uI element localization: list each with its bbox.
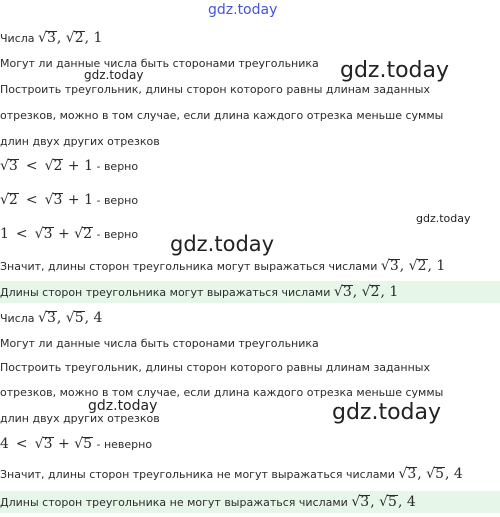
part2-rule-1: Построить треугольник, длины сторон которого равны длинам заданных	[0, 361, 430, 374]
part1-heading-text: Числа	[0, 32, 35, 45]
part1-rule-3: длин двух других отрезков	[0, 135, 160, 148]
part1-heading	[0, 30, 102, 47]
verdict: - верно	[96, 160, 139, 173]
watermark: gdz.today	[416, 212, 471, 225]
part2-answer: Длины сторон треугольника не могут выражаться числами √3, √5, 4	[0, 491, 500, 513]
part1-rule-2: отрезков, можно в том случае, если длина каждого отрезка меньше суммы	[0, 109, 444, 122]
watermark: gdz.today	[170, 232, 275, 256]
watermark: gdz.today	[84, 68, 144, 82]
part1-numbers: √3, √2, 1	[38, 30, 103, 46]
part2-rule-3: длин двух других отрезков	[0, 412, 160, 425]
verdict: - неверно	[96, 438, 153, 451]
part2-heading	[0, 310, 102, 327]
part2-question: Могут ли данные числа быть сторонами треугольника	[0, 337, 319, 350]
watermark: gdz.today	[340, 58, 450, 83]
part2-heading-text: Числа	[0, 312, 35, 325]
part1-rule-1: Построить треугольник, длины сторон которого равны длинам заданных	[0, 83, 430, 96]
part1-question: Могут ли данные числа быть сторонами треугольника	[0, 57, 319, 70]
part2-inequality: 4 < √3 + √5 - неверно	[0, 436, 153, 452]
verdict: - верно	[96, 194, 139, 207]
part1-inequality-3: 1 < √3 + √2 - верно	[0, 226, 139, 242]
part1-conclusion: Значит, длины сторон треугольника могут выражаться числами √3, √2, 1	[0, 258, 446, 274]
part1-inequality-2: √2 < √3 + 1 - верно	[0, 192, 139, 208]
watermark: gdz.today	[88, 398, 158, 414]
part1-answer: Длины сторон треугольника могут выражаться числами √3, √2, 1	[0, 281, 500, 303]
watermark: gdz.today	[332, 400, 442, 425]
part2-conclusion: Значит, длины сторон треугольника не могут выражаться числами √3, √5, 4	[0, 466, 463, 482]
part1-inequality-1: √3 < √2 + 1 - верно	[0, 158, 139, 174]
part2-rule-2: отрезков, можно в том случае, если длина каждого отрезка меньше суммы	[0, 386, 444, 399]
watermark: gdz.today	[208, 2, 278, 18]
part2-numbers: √3, √5, 4	[38, 310, 103, 326]
verdict: - верно	[96, 228, 139, 241]
